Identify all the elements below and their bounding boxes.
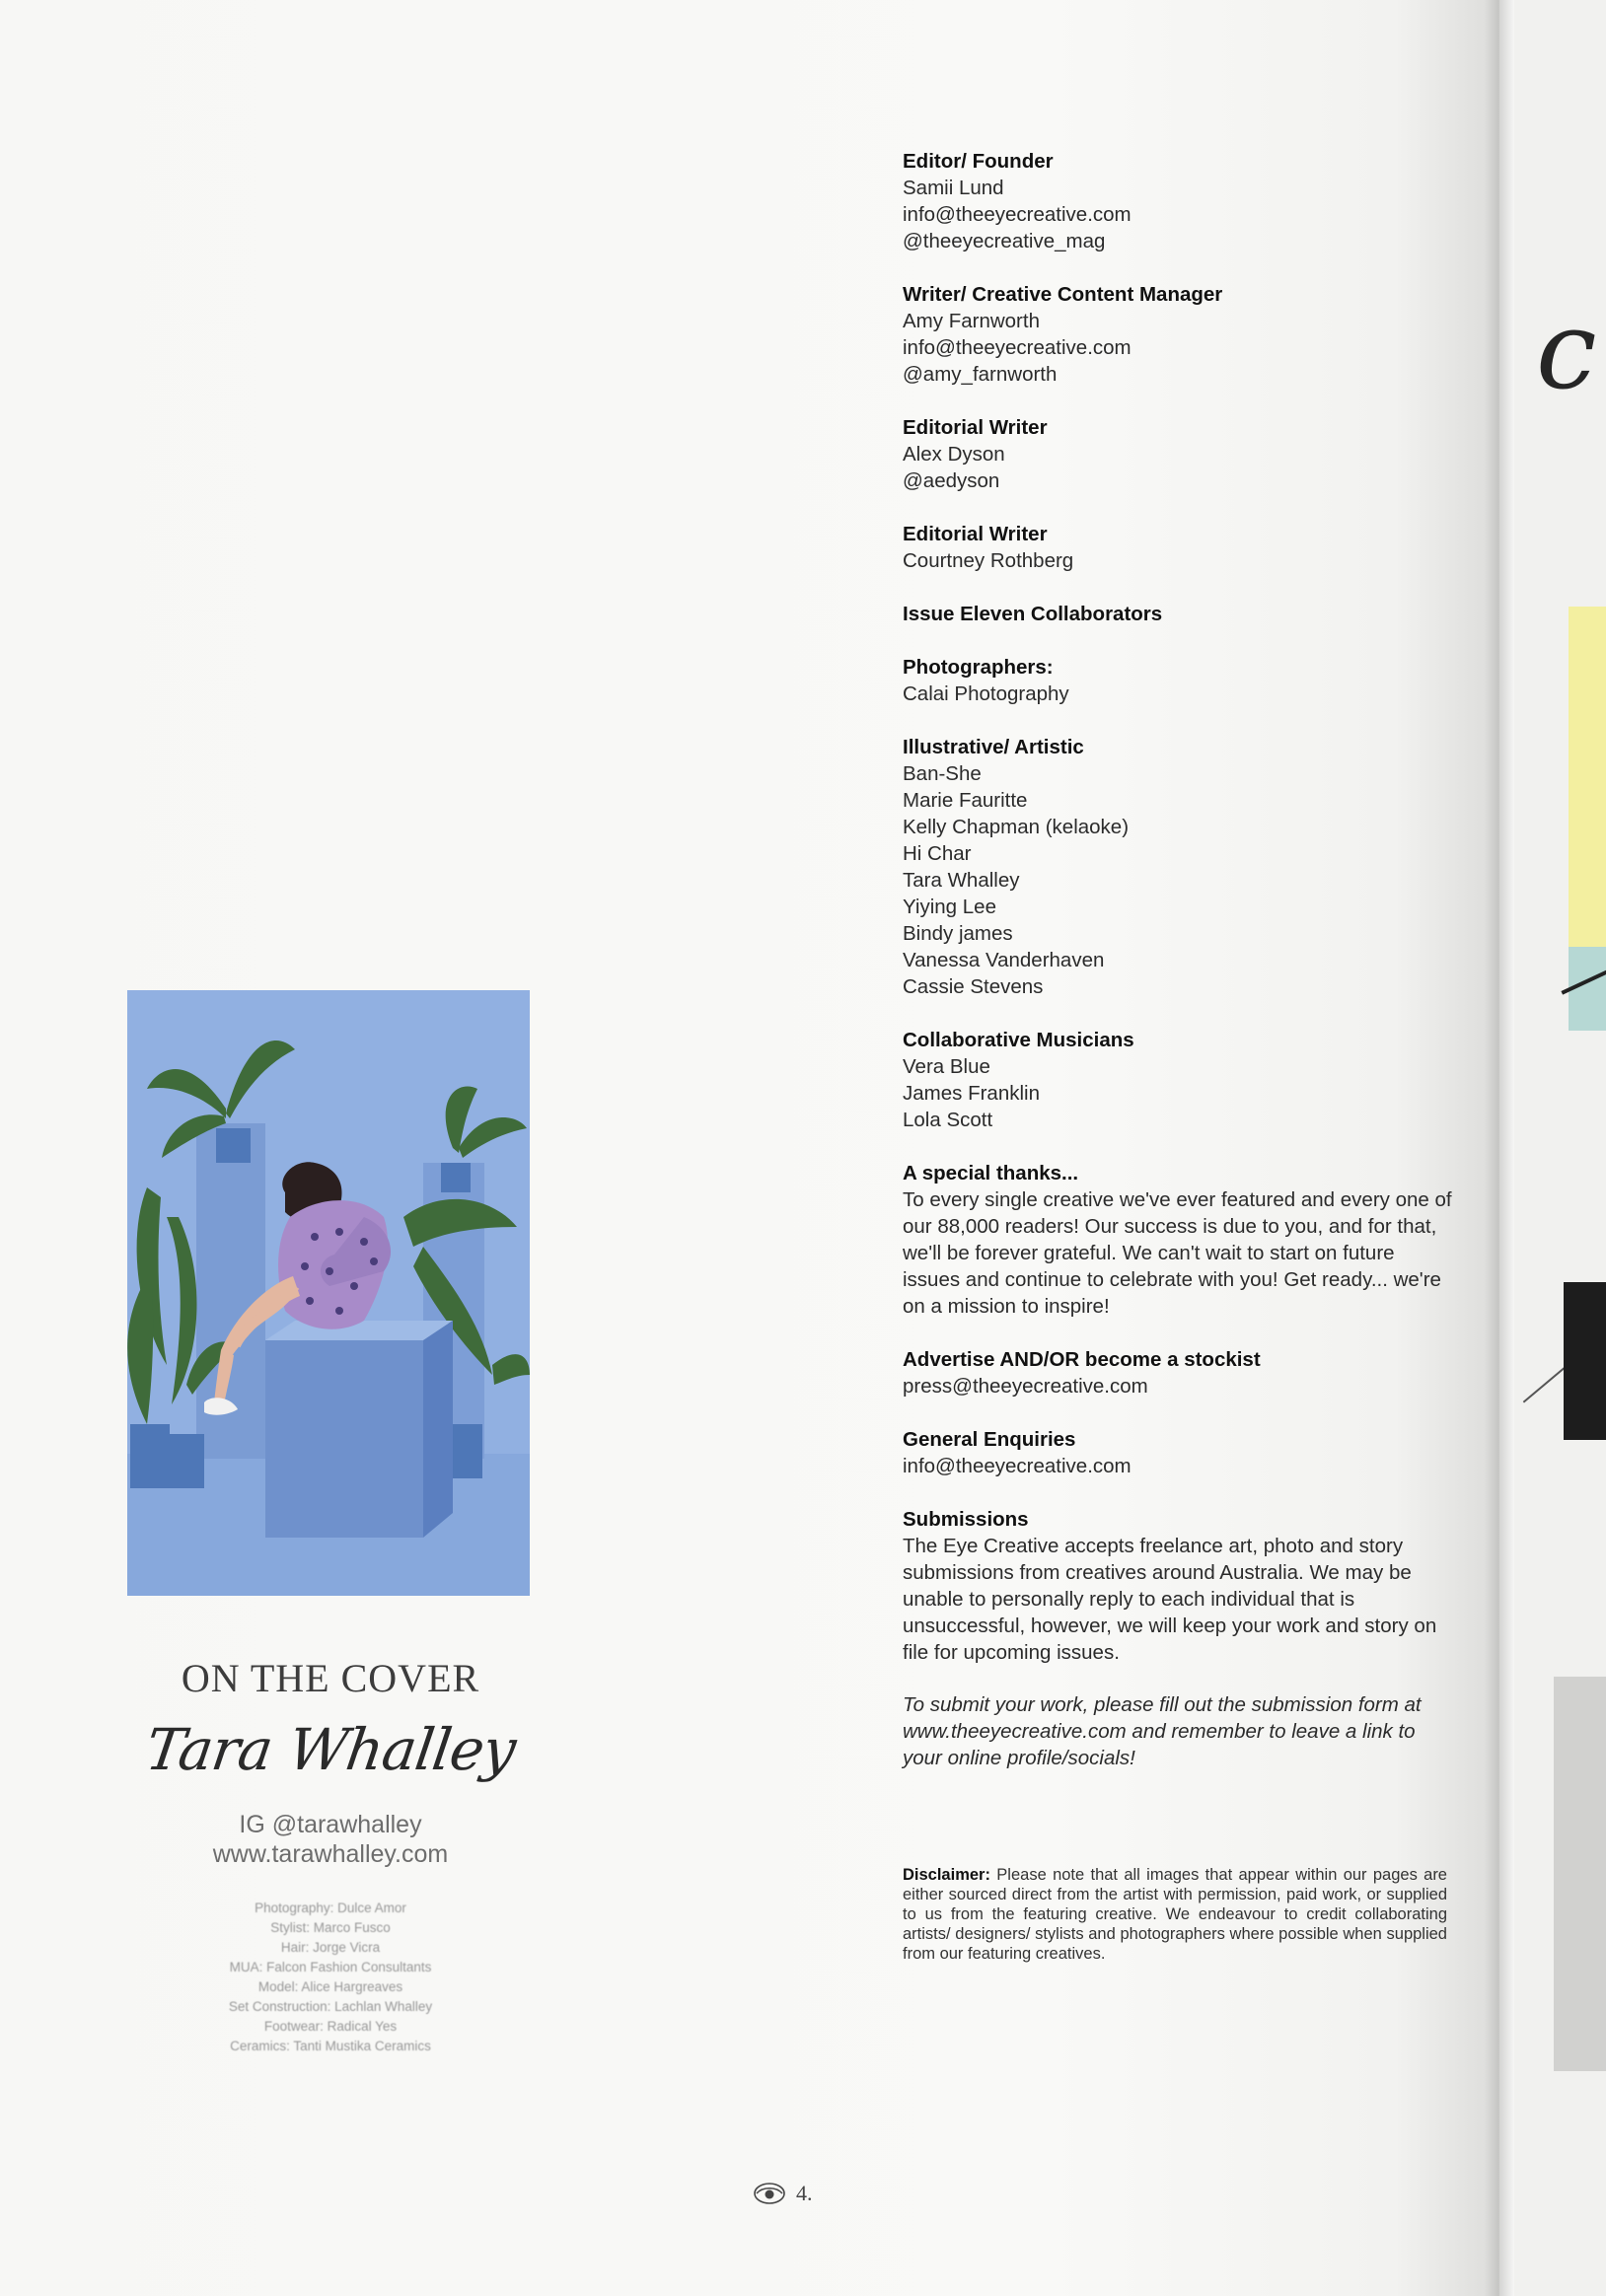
collaborators-heading-block	[903, 601, 1455, 627]
editor-email: info@theeyecreative.com	[903, 203, 1132, 226]
facing-page-letter-fragment: c	[1536, 287, 1597, 413]
editor-block	[903, 148, 1455, 254]
page-number: 4.	[796, 2181, 813, 2205]
musicians-role: Collaborative Musicians	[903, 1029, 1134, 1051]
submissions-heading: Submissions	[903, 1508, 1029, 1531]
credit-line: Set Construction: Lachlan Whalley	[228, 1999, 433, 2014]
cover-photo-illustration	[127, 990, 530, 1596]
thanks-body: To every single creative we've ever featured and every one of our 88,000 readers! Our success is due to you, and for that, we'll be forever grateful. We can't wait to start on future issues and continue to celebrate with you! Get ready... we're on a mission to inspire!	[903, 1188, 1452, 1318]
cover-title: ON THE COVER	[181, 1656, 480, 1700]
musician-name: Lola Scott	[903, 1109, 993, 1131]
artist-name: Bindy james	[903, 922, 1013, 945]
illustrative-block	[903, 734, 1455, 1000]
credit-line: Hair: Jorge Vicra	[280, 1940, 381, 1955]
facing-page-black-numeral	[1564, 1282, 1606, 1440]
artist-name: Cassie Stevens	[903, 975, 1044, 998]
artist-name: Kelly Chapman (kelaoke)	[903, 816, 1130, 838]
enquiries-email: info@theeyecreative.com	[903, 1455, 1132, 1477]
editorial-name: Courtney Rothberg	[903, 549, 1074, 572]
writer-name: Amy Farnworth	[903, 310, 1040, 332]
page-fold-shadow	[1485, 0, 1514, 2296]
thanks-block	[903, 1160, 1455, 1320]
editorial-handle: @aedyson	[903, 469, 1000, 492]
writer-handle: @amy_farnworth	[903, 363, 1058, 386]
credit-line: Stylist: Marco Fusco	[270, 1920, 391, 1935]
artist-instagram: IG @tarawhalley	[239, 1811, 422, 1838]
photographer-name: Calai Photography	[903, 682, 1069, 705]
editorial-writer-block-1	[903, 414, 1455, 494]
facing-page-edge	[1514, 0, 1606, 2296]
eye-logo-icon	[753, 2182, 786, 2205]
artist-website: www.tarawhalley.com	[212, 1840, 449, 1868]
advertise-heading: Advertise AND/OR become a stockist	[903, 1348, 1261, 1371]
musician-name: Vera Blue	[903, 1055, 990, 1078]
artist-signature: Tara Whalley	[141, 1716, 520, 1783]
submissions-block	[903, 1506, 1455, 1666]
cover-photo	[127, 990, 530, 1596]
artist-name: Ban-She	[903, 762, 982, 785]
editorial-name: Alex Dyson	[903, 443, 1005, 466]
artist-contact	[138, 1810, 523, 1869]
artist-name: Marie Fauritte	[903, 789, 1028, 812]
credit-line: Photography: Dulce Amor	[255, 1901, 406, 1915]
credit-line: MUA: Falcon Fashion Consultants	[229, 1960, 432, 1974]
masthead-column	[903, 148, 1455, 1798]
disclaimer	[903, 1865, 1447, 1964]
writer-block	[903, 281, 1455, 388]
credit-line: Ceramics: Tanti Mustika Ceramics	[230, 2039, 431, 2053]
disclaimer-text: Please note that all images that appear within our pages are either sourced direct from the artist with permission, paid work, or supplied to us from the featuring creative. We endeavour to credit collaborating artists/ designers/ stylists and photographers where possible when supplied from our featuring creatives.	[903, 1866, 1447, 1963]
advertise-block	[903, 1346, 1455, 1399]
editorial-role: Editorial Writer	[903, 523, 1048, 545]
editorial-writer-block-2	[903, 521, 1455, 574]
editor-role: Editor/ Founder	[903, 150, 1054, 173]
photographers-role: Photographers:	[903, 656, 1054, 679]
thanks-heading: A special thanks...	[903, 1162, 1079, 1184]
writer-role: Writer/ Creative Content Manager	[903, 283, 1223, 306]
disclaimer-label: Disclaimer:	[903, 1866, 990, 1884]
photographers-block	[903, 654, 1455, 707]
artist-name: Hi Char	[903, 842, 972, 865]
artist-name: Yiying Lee	[903, 896, 996, 918]
editor-name: Samii Lund	[903, 177, 1004, 199]
artist-name: Vanessa Vanderhaven	[903, 949, 1105, 971]
enquiries-block	[903, 1426, 1455, 1479]
submissions-body: The Eye Creative accepts freelance art, photo and story submissions from creatives around Australia. We may be unable to personally reply to each individual that is unsuccessful, however, we will keep your work and story on file for upcoming issues.	[903, 1535, 1437, 1664]
musicians-block	[903, 1027, 1455, 1133]
artist-name: Tara Whalley	[903, 869, 1020, 892]
enquiries-heading: General Enquiries	[903, 1428, 1076, 1451]
page-footer	[753, 2176, 813, 2211]
submissions-note: To submit your work, please fill out the submission form at www.theeyecreative.com and remember to leave a link to your online profile/socials!	[903, 1693, 1422, 1769]
writer-email: info@theeyecreative.com	[903, 336, 1132, 359]
cover-credits	[138, 1899, 523, 2056]
facing-page-grey-block	[1554, 1677, 1606, 2071]
editor-handle: @theeyecreative_mag	[903, 230, 1106, 252]
advertise-email: press@theeyecreative.com	[903, 1375, 1148, 1398]
musician-name: James Franklin	[903, 1082, 1040, 1105]
credit-line: Footwear: Radical Yes	[263, 2019, 398, 2034]
illustrative-role: Illustrative/ Artistic	[903, 736, 1084, 758]
editorial-role: Editorial Writer	[903, 416, 1048, 439]
collaborators-heading: Issue Eleven Collaborators	[903, 603, 1163, 625]
credit-line: Model: Alice Hargreaves	[257, 1979, 403, 1994]
